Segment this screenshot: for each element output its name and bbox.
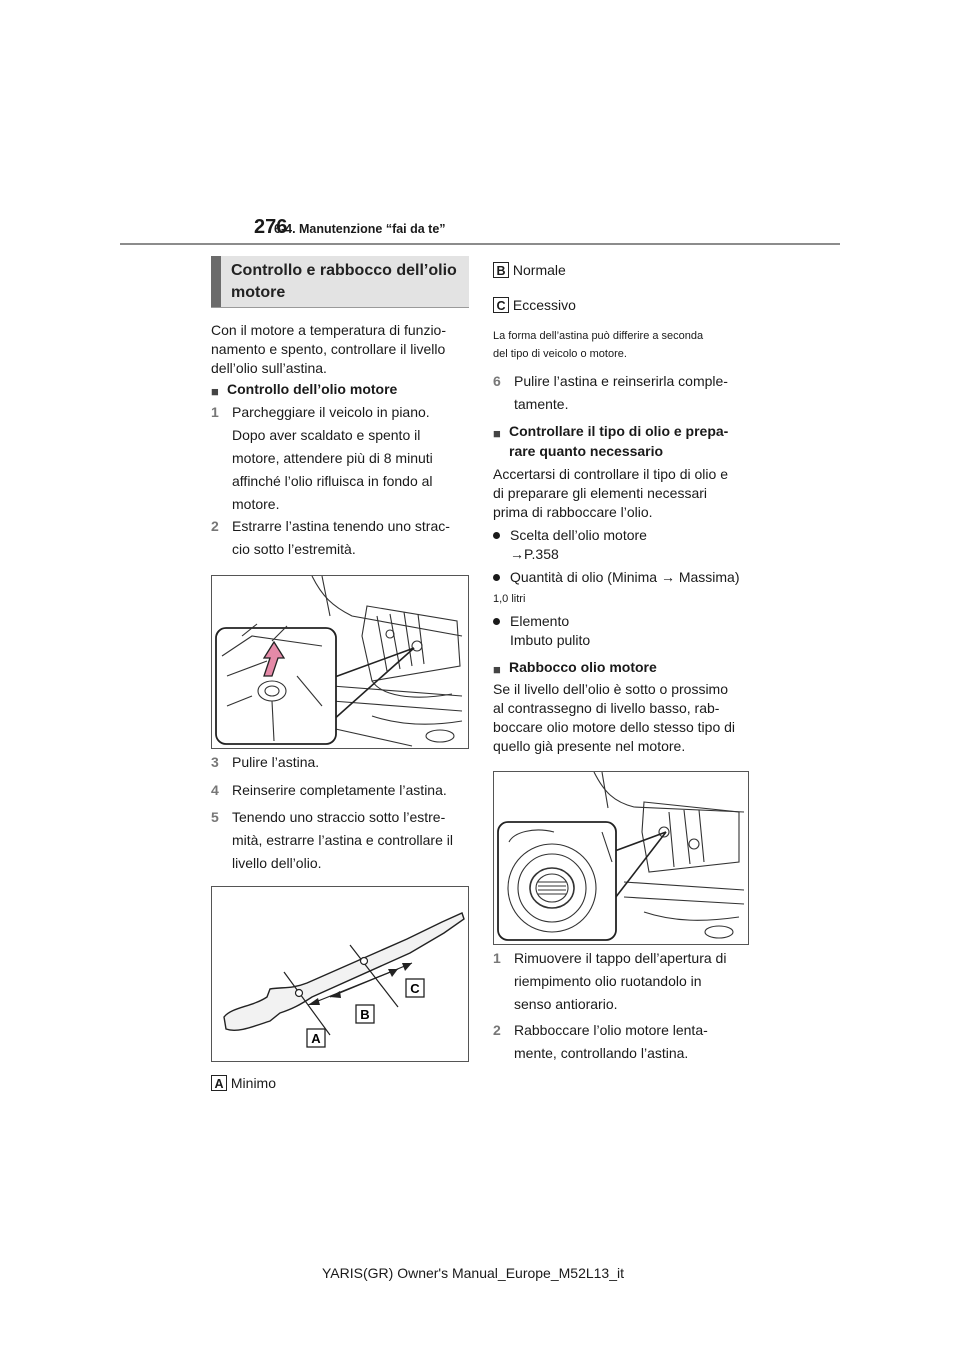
paragraph-line: Se il livello dell’olio è sotto o prossimo [493,681,728,697]
dipstick-illustration [212,887,468,1061]
step-number: 2 [493,1022,501,1038]
label-a: A [311,1031,321,1046]
bullet-line: Imbuto pulito [510,632,591,648]
bullet-line: Scelta dell’olio motore [510,527,647,543]
engine-dipstick-illustration [212,576,468,748]
step-line: mente, controllando l’astina. [514,1045,689,1061]
intro-line: Con il motore a temperatura di funzio- [211,322,446,338]
legend-letter: B [493,262,509,278]
step-4 [211,779,471,803]
subheading-text [509,421,728,461]
subheading-text: Controllo dell’olio motore [227,381,398,397]
step-text [232,401,433,516]
subheading-text: Rabbocco olio motore [509,659,657,675]
step-line: senso antiorario. [514,996,618,1012]
title-underline [211,307,469,308]
footer-manual-id: YARIS(GR) Owner's Manual_Europe_M52L13_it [322,1265,624,1281]
figure-engine-dipstick [211,575,469,749]
header-rule [120,243,840,245]
step-6 [493,370,753,418]
figure-oil-filler-cap [493,771,749,945]
page-number: 276 [254,216,288,238]
step-1 [211,401,471,521]
bullet-text: Quantità di olio (Minima → Massima) [510,569,740,585]
intro-line: namento e spento, controllare il livello [211,341,446,357]
legend-letter: A [211,1075,227,1091]
step-number: 3 [211,754,219,770]
refill-paragraph [493,680,755,756]
step-line: livello dell’olio. [232,855,322,871]
bullet-text [510,612,590,650]
refill-step-1 [493,947,755,1019]
label-c-marker [406,979,424,997]
label-b: B [360,1007,370,1022]
page-reference-link[interactable]: →P.358 [510,546,559,562]
label-a-marker [307,1029,325,1047]
bullet-item [493,612,753,652]
step-3 [211,751,471,775]
bullet-dot-icon [493,574,500,581]
paragraph-line: prima di rabboccare l’olio. [493,504,653,520]
legend-a [211,1074,471,1093]
step-line: Rimuovere il tappo dell’apertura di [514,950,727,966]
note-line: del tipo di veicolo o motore. [493,348,627,360]
paragraph-line: di preparare gli elementi necessari [493,485,707,501]
step-text [232,515,450,561]
bullet-text [510,526,647,564]
intro-line: dell’olio sull’astina. [211,360,327,376]
step-text [232,751,319,774]
step-text [514,947,726,1016]
step-2 [211,515,471,563]
note-line: La forma dell’astina può differire a seconda [493,330,704,342]
intro-paragraph [211,321,469,378]
step-line: Parcheggiare il veicolo in piano. [232,404,430,420]
square-bullet-icon: ■ [211,384,219,399]
paragraph-line: Accertarsi di controllare il tipo di olio e [493,466,728,482]
step-5 [211,806,471,878]
step-line: riempimento olio ruotandolo in [514,973,702,989]
step-line: tamente. [514,396,569,412]
label-b-marker [356,1005,374,1023]
step-text [514,1019,708,1065]
step-number: 1 [493,950,501,966]
section-header: 6-4. Manutenzione “fai da te” [274,222,446,236]
step-line: Tenendo uno straccio sotto l’estre- [232,809,446,825]
bullet-dot-icon [493,532,500,539]
square-bullet-icon: ■ [493,426,501,441]
step-line: Dopo aver scaldato e spento il [232,427,421,443]
step-number: 5 [211,809,219,825]
step-line: Pulire l’astina e reinserirla comple- [514,373,728,389]
step-text [232,779,447,802]
step-number: 2 [211,518,219,534]
step-line: motore. [232,496,280,512]
section-title: Controllo e rabbocco dell’olio motore [231,262,457,301]
step-line: Reinserire completamente l’astina. [232,782,447,798]
oil-quantity-value: 1,0 litri [493,593,526,605]
legend-text: Minimo [230,1075,277,1091]
figure-dipstick-levels [211,886,469,1062]
section-title-box [211,256,469,308]
step-line: Estrarre l’astina tenendo uno strac- [232,518,450,534]
step-number: 6 [493,373,501,389]
step-line: cio sotto l’estremità. [232,541,356,557]
subheading-refill [493,657,753,677]
oil-filler-cap-illustration [494,772,748,944]
step-line: Rabboccare l’olio motore lenta- [514,1022,708,1038]
legend-letter: C [493,297,509,313]
subheading-check-oil [211,379,471,399]
step-text [514,370,728,416]
subheading-line: Controllare il tipo di olio e prepa- [509,423,729,439]
legend-b [493,261,753,280]
paragraph-line: quello già presente nel motore. [493,738,686,754]
bullet-oil-choice [493,526,753,566]
step-number: 4 [211,782,219,798]
label-c: C [410,981,420,996]
subheading-line: rare quanto necessario [509,443,664,459]
oil-type-paragraph [493,465,753,522]
legend-text: Normale [512,262,566,278]
step-text [232,806,453,875]
step-line: affinché l’olio rifluisca in fondo al [232,473,433,489]
paragraph-line: al contrassegno di livello basso, rab- [493,700,720,716]
step-line: mità, estrarre l’astina e controllare il [232,832,453,848]
subheading-oil-type [493,421,753,461]
refill-step-2 [493,1019,755,1067]
legend-text: Eccessivo [512,297,576,313]
bullet-line: Elemento [510,613,570,629]
bullet-dot-icon [493,618,500,625]
square-bullet-icon: ■ [493,662,501,677]
dipstick-shape [224,913,464,1030]
step-number: 1 [211,404,219,420]
step-line: Pulire l’astina. [232,754,320,770]
paragraph-line: boccare olio motore dello stesso tipo di [493,719,736,735]
zoom-inset [498,822,616,940]
legend-c [493,296,753,315]
step-line: motore, attendere più di 8 minuti [232,450,433,466]
note-text [493,327,753,363]
bullet-oil-quantity [493,568,753,588]
